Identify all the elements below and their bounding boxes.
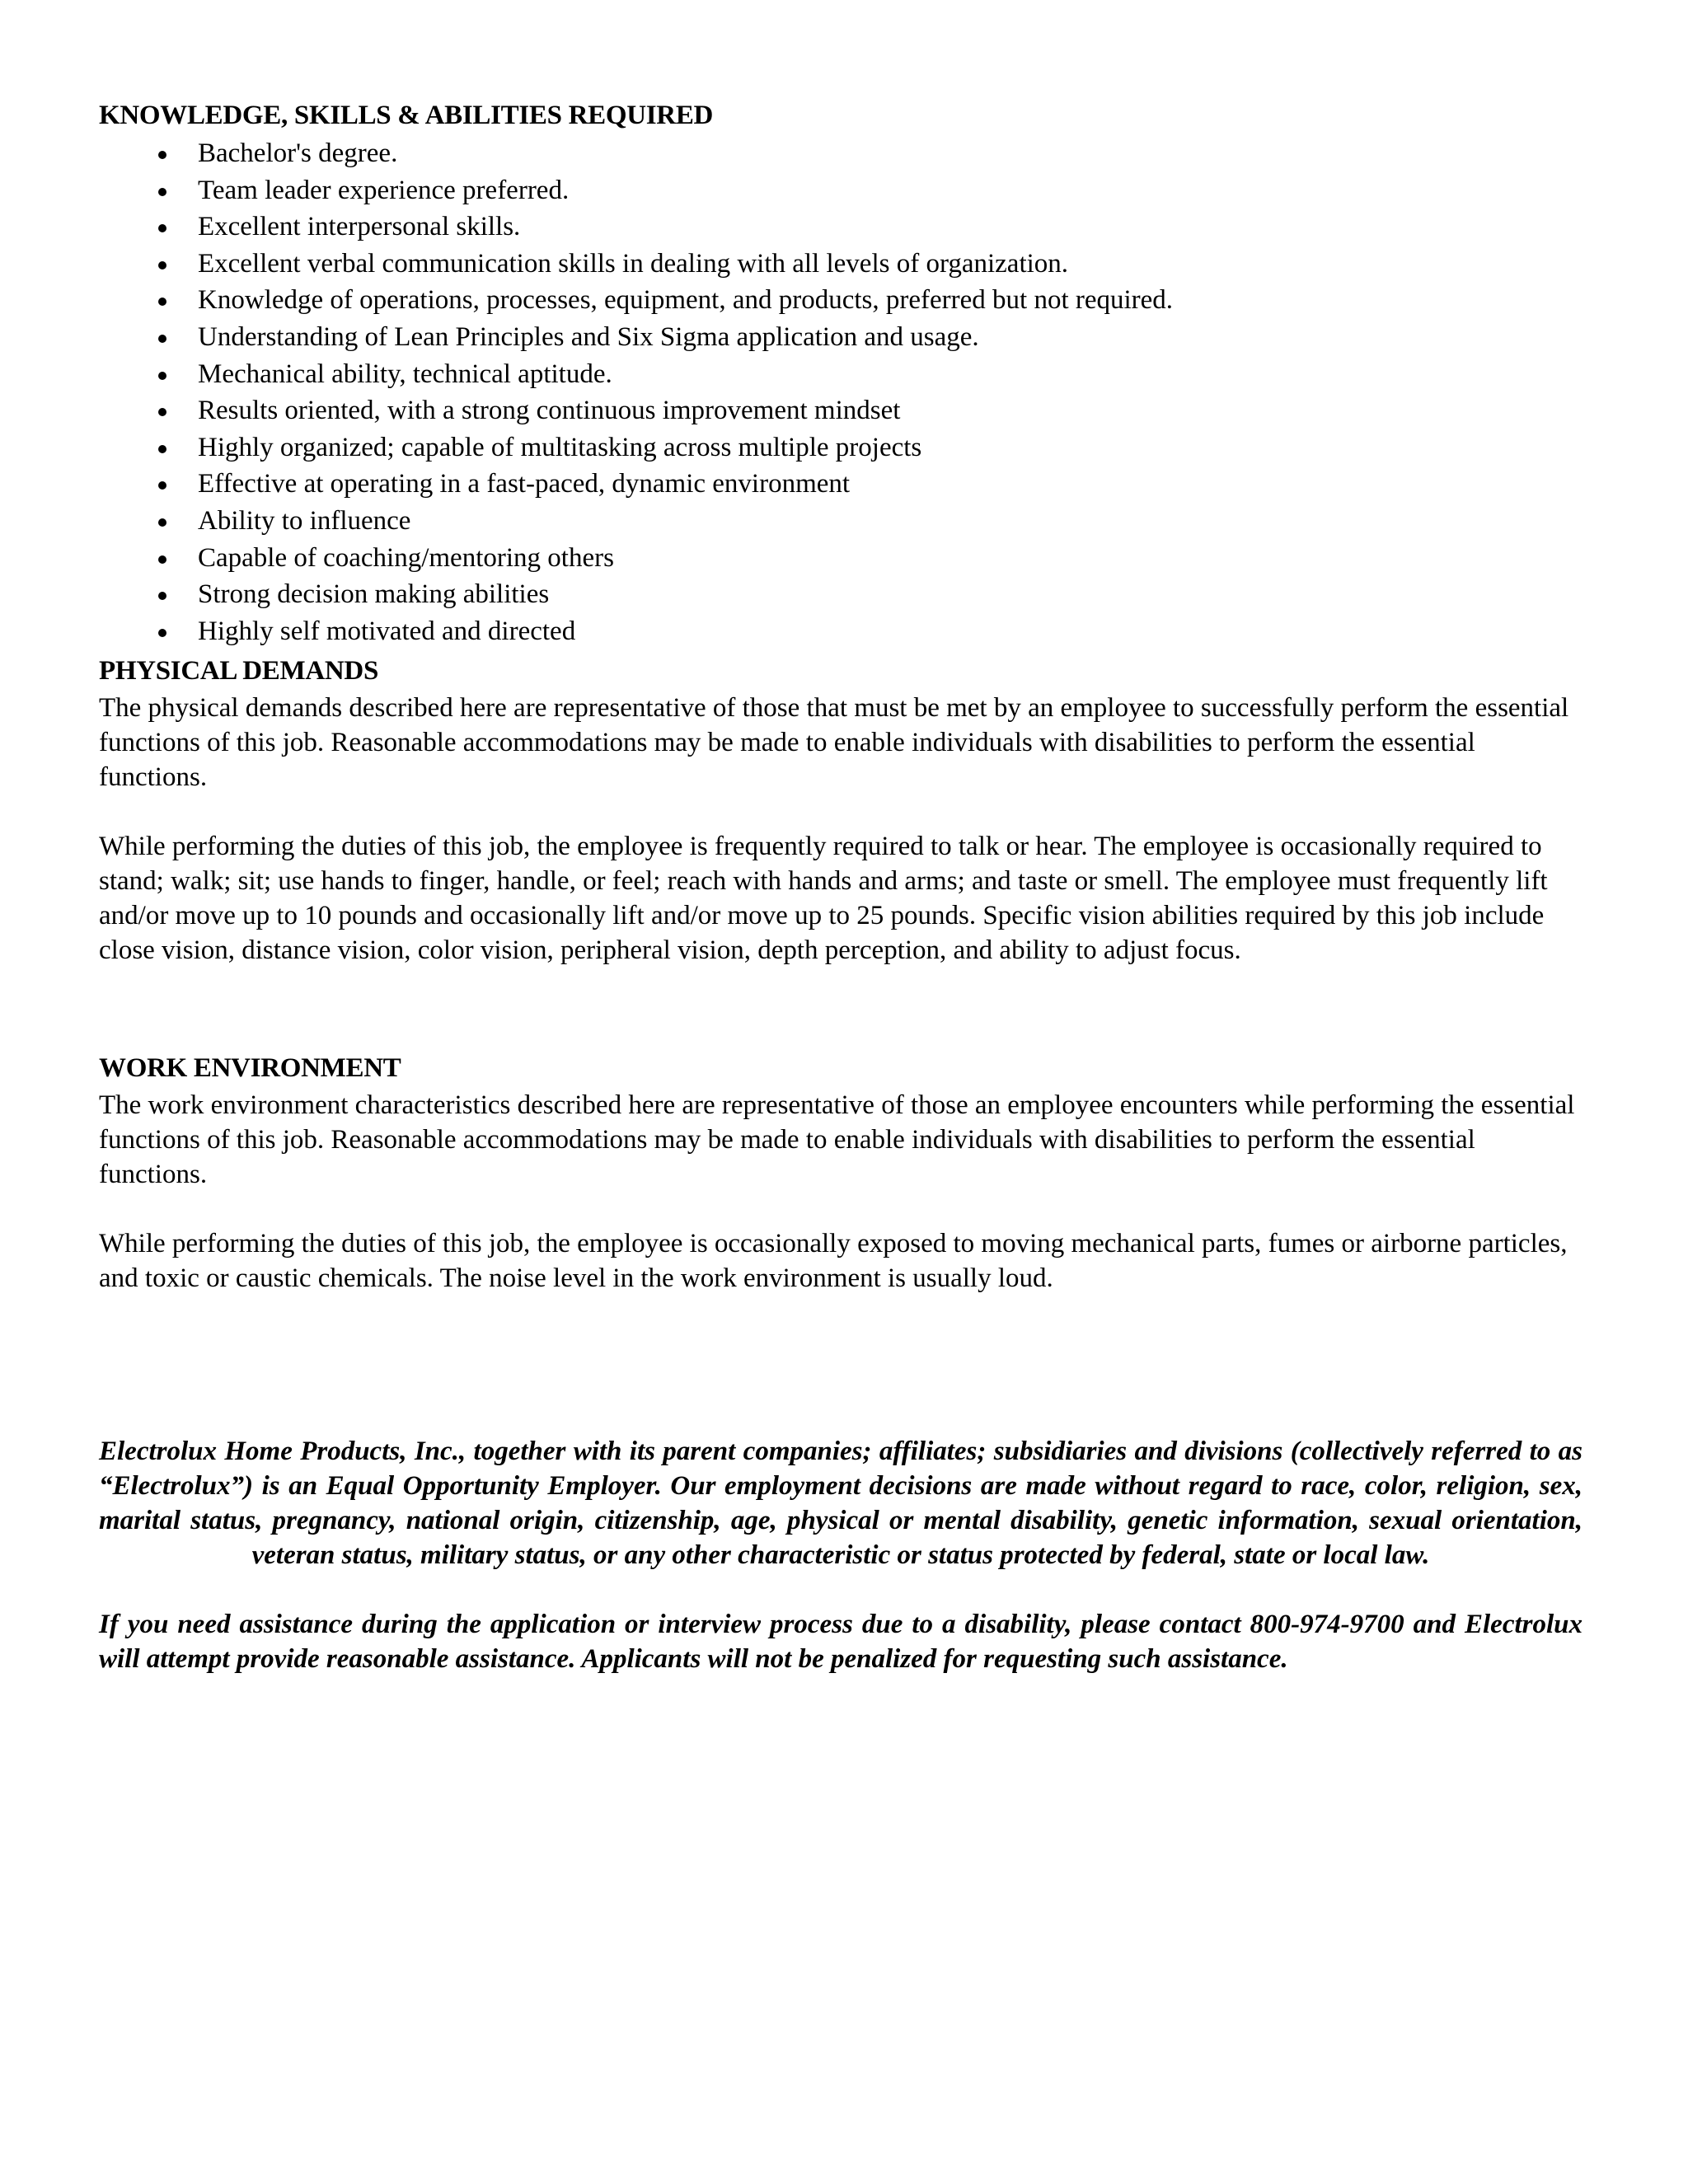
bullet-icon [158, 188, 166, 196]
list-item: Excellent verbal communication skills in dealing with all levels of organization. [99, 246, 1582, 283]
bullet-icon [158, 298, 166, 306]
list-item: Team leader experience preferred. [99, 172, 1582, 209]
list-item: Ability to influence [99, 503, 1582, 540]
bullet-icon [158, 261, 166, 269]
bullet-icon [158, 224, 166, 232]
list-item: Results oriented, with a strong continuous improvement mindset [99, 392, 1582, 429]
list-item: Effective at operating in a fast-paced, dynamic environment [99, 466, 1582, 503]
bullet-icon [158, 518, 166, 527]
bullet-icon [158, 592, 166, 600]
bullet-icon [158, 335, 166, 343]
list-item: Knowledge of operations, processes, equipment, and products, preferred but not required. [99, 282, 1582, 319]
bullet-icon [158, 555, 166, 564]
bullet-icon [158, 629, 166, 637]
bullet-icon [158, 408, 166, 416]
work-environment-paragraph-1: The work environment characteristics described here are representative of those an employee encounters while performing the essential functions of this job. Reasonable accommodations may be made to enable individuals with disabilities to perform the essential functions. [99, 1090, 1575, 1190]
ksa-heading: KNOWLEDGE, SKILLS & ABILITIES REQUIRED [99, 101, 714, 130]
eeo-statement: Electrolux Home Products, Inc., together with its parent companies; affiliates; subsidiaries and divisions (collectively referred to as “Electrolux”) is an Equal Opportunity Employer. Our employment decisions are made without regard to race, color, religion, sex, marital status, pregnancy, national origin, citizenship, age, physical or mental disability, genetic information, sexual orientation, veteran status, military status, or any other characteristic or status protected by federal, state or local law. [99, 1436, 1582, 1571]
list-item: Excellent interpersonal skills. [99, 209, 1582, 246]
list-item: Mechanical ability, technical aptitude. [99, 356, 1582, 393]
work-environment-paragraph-2: While performing the duties of this job, the employee is occasionally exposed to moving mechanical parts, fumes or airborne particles, and toxic or caustic chemicals. The noise level in the work environment is usually loud. [99, 1229, 1568, 1294]
list-item: Strong decision making abilities [99, 576, 1582, 613]
ksa-list [99, 135, 1582, 649]
list-item: Capable of coaching/mentoring others [99, 540, 1582, 577]
bullet-icon [158, 481, 166, 490]
list-item: Highly organized; capable of multitasking across multiple projects [99, 429, 1582, 466]
list-item: Bachelor's degree. [99, 135, 1582, 172]
physical-demands-paragraph-1: The physical demands described here are representative of those that must be met by an employee to successfully perform the essential functions of this job. Reasonable accommodations may be made to enable individuals with disabilities to perform the essential functions. [99, 693, 1569, 793]
assistance-statement: If you need assistance during the application or interview process due to a disability, please contact 800-974-9700 and Electrolux will attempt provide reasonable assistance. Applicants will not be penalized for requesting such assistance. [99, 1610, 1582, 1675]
bullet-icon [158, 372, 166, 380]
list-item: Highly self motivated and directed [99, 613, 1582, 650]
bullet-icon [158, 445, 166, 453]
work-environment-heading: WORK ENVIRONMENT [99, 1053, 401, 1084]
document-page [99, 97, 1582, 1676]
physical-demands-heading: PHYSICAL DEMANDS [99, 656, 378, 687]
physical-demands-paragraph-2: While performing the duties of this job, the employee is frequently required to talk or hear. The employee is occasionally required to stand; walk; sit; use hands to finger, handle, or feel; reach with hands and arms; and taste or smell. The employee must frequently lift and/or move up to 10 pounds and occasionally lift and/or move up to 25 pounds. Specific vision abilities required by this job include close vision, distance vision, color vision, peripheral vision, depth perception, and ability to adjust focus. [99, 832, 1548, 966]
bullet-icon [158, 151, 166, 159]
list-item: Understanding of Lean Principles and Six Sigma application and usage. [99, 319, 1582, 356]
